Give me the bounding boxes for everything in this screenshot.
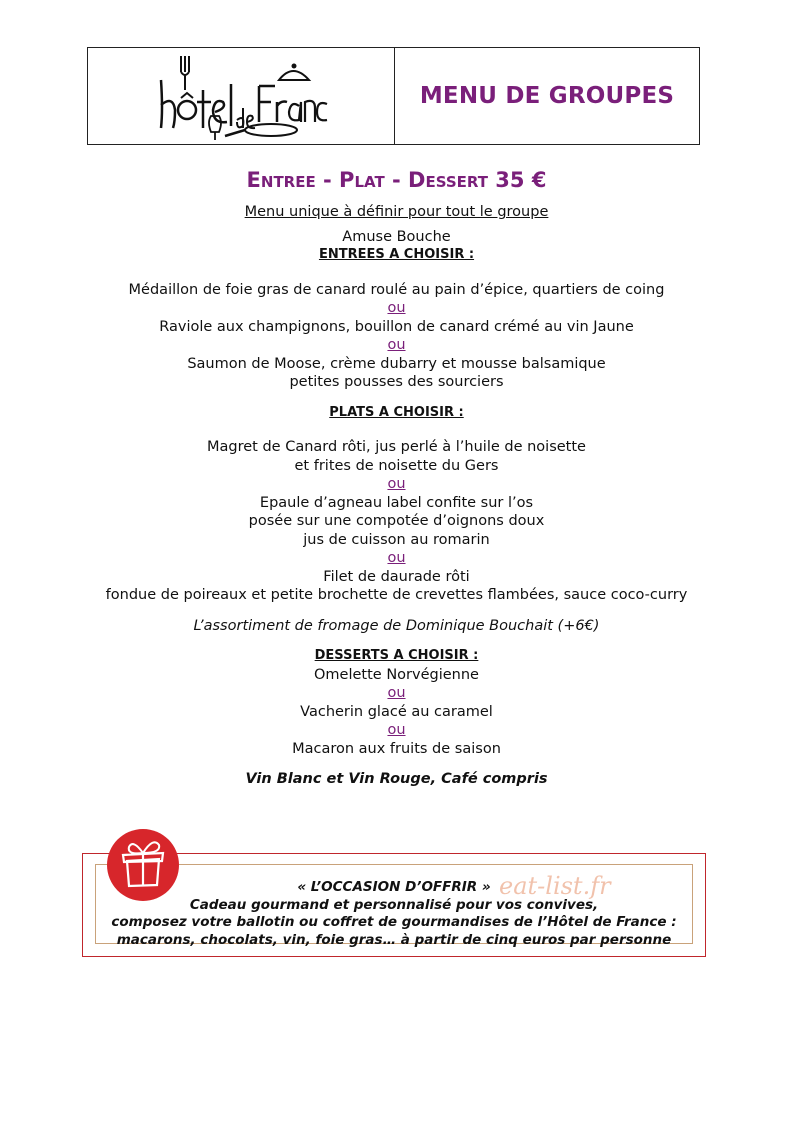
promo-title: « L’OCCASION D’OFFRIR » xyxy=(297,879,491,895)
dessert-item: Macaron aux fruits de saison xyxy=(292,740,501,757)
menu-price-title: Entree - Plat - Dessert 35 € xyxy=(246,168,547,192)
entree-item: Médaillon de foie gras de canard roulé au pain d’épice, quartiers de coing xyxy=(128,281,665,298)
gift-box-icon xyxy=(107,829,179,901)
dessert-item: Vacherin glacé au caramel xyxy=(300,703,493,720)
entree-item-detail: petites pousses des sourciers xyxy=(289,374,504,390)
plat-item-detail: et frites de noisette du Gers xyxy=(294,457,499,474)
promo-line: macarons, chocolats, vin, foie gras… à partir de cinq euros par personne xyxy=(116,931,672,948)
menu-subtitle: Menu unique à définir pour tout le groupe xyxy=(244,204,549,220)
watermark: eat-list.fr xyxy=(499,872,611,900)
or-separator: ou xyxy=(387,476,406,492)
plat-item-detail: fondue de poireaux et petite brochette de crevettes flambées, sauce coco-curry xyxy=(105,587,688,603)
plat-item-detail: posée sur une compotée d’oignons doux xyxy=(248,513,545,529)
title-cell xyxy=(395,48,699,144)
logo-cell xyxy=(88,48,395,144)
dessert-item: Omelette Norvégienne xyxy=(314,666,479,683)
plat-item: Epaule d’agneau label confite sur l’os xyxy=(259,494,534,511)
or-separator: ou xyxy=(387,300,406,316)
menu-title: MENU DE GROUPES xyxy=(419,83,675,109)
plats-heading: PLATS A CHOISIR : xyxy=(329,404,464,420)
or-separator: ou xyxy=(387,722,406,738)
header-box xyxy=(87,47,700,145)
plat-item: Filet de daurade rôti xyxy=(323,568,470,585)
promo-line: composez votre ballotin ou coffret de gourmandises de l’Hôtel de France : xyxy=(111,914,677,930)
entrees-heading: ENTREES A CHOISIR : xyxy=(318,247,475,262)
amuse-bouche: Amuse Bouche xyxy=(342,228,451,245)
hotel-de-france-logo xyxy=(151,50,331,142)
entree-item: Saumon de Moose, crème dubarry et mousse balsamique xyxy=(187,355,606,372)
or-separator: ou xyxy=(387,337,406,353)
plat-item-detail: jus de cuisson au romarin xyxy=(303,531,490,548)
desserts-heading: DESSERTS A CHOISIR : xyxy=(314,648,479,663)
entree-item: Raviole aux champignons, bouillon de canard crémé au vin Jaune xyxy=(159,318,634,335)
or-separator: ou xyxy=(387,685,406,701)
or-separator: ou xyxy=(387,550,406,566)
plat-item: Magret de Canard rôti, jus perlé à l’huile de noisette xyxy=(207,439,586,455)
menu-content xyxy=(60,165,733,789)
cheese-option: L’assortiment de fromage de Dominique Bouchait (+6€) xyxy=(193,617,600,634)
drinks-included: Vin Blanc et Vin Rouge, Café compris xyxy=(245,771,548,787)
promo-line: Cadeau gourmand et personnalisé pour vos convives, xyxy=(189,896,599,913)
